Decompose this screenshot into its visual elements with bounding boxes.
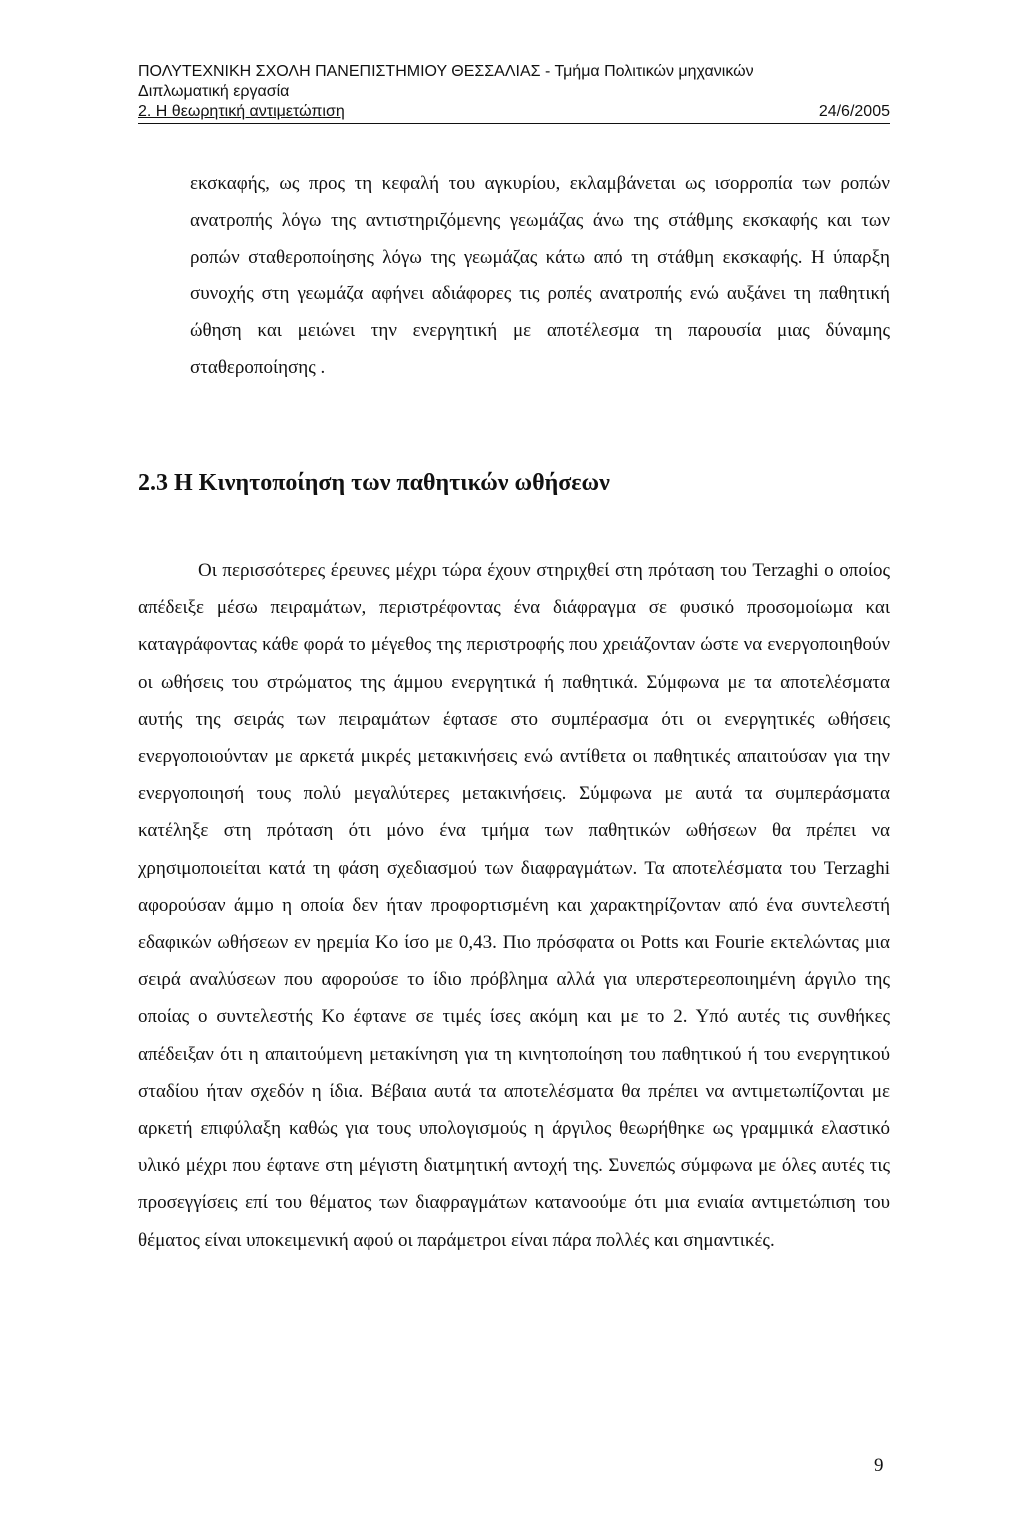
section-heading: 2.3 Η Κινητοποίηση των παθητικών ωθήσεων [138, 470, 610, 496]
header-chapter-line [138, 102, 890, 124]
page-number: 9 [874, 1455, 884, 1476]
page-header [138, 62, 890, 124]
header-institution: ΠΟΛΥΤΕΧΝΙΚΗ ΣΧΟΛΗ ΠΑΝΕΠΙΣΤΗΜΙΟΥ ΘΕΣΣΑΛΙΑΣ - Τμήμα Πολιτικών μηχανικών [138, 63, 754, 80]
paragraph-main: Οι περισσότερες έρευνες μέχρι τώρα έχουν στηριχθεί στη πρόταση του Terzaghi ο οποίος απέδειξε μέσω πειραμάτων, περιστρέφοντας ένα διάφραγμα σε φυσικό προσομοίωμα και καταγράφοντας κάθε φορά το μέγεθος της περιστροφής που χρειάζονταν ώστε να ενεργοποιηθούν οι ωθήσεις του στρώματος της άμμου ενεργητικά ή παθητικά. Σύμφωνα με τα αποτελέσματα αυτής της σειράς των πειραμάτων έφτασε στο συμπέρασμα ότι οι ενεργητικές ωθήσεις ενεργοποιούνταν με αρκετά μικρές μετακινήσεις ενώ αντίθετα οι παθητικές απαιτούσαν για την ενεργοποιησή τους πολύ μεγαλύτερες μετακινήσεις. Σύμφωνα με αυτά τα συμπεράσματα κατέληξε στη πρόταση ότι μόνο ένα τμήμα των παθητικών ωθήσεων θα πρέπει να χρησιμοποιείται κατά τη φάση σχεδιασμού των διαφραγμάτων. Τα αποτελέσματα του Terzaghi αφορούσαν άμμο η οποία δεν ήταν προφορτισμένη και χαρακτηρίζονταν από ένα συντελεστή εδαφικών ωθήσεων εν ηρεμία Κο ίσο με 0,43. Πιο πρόσφατα οι Potts και Fourie εκτελώντας μια σειρά αναλύσεων που αφορούσε το ίδιο πρόβλημα αλλά για υπερστερεοποιημένη άργιλο της οποίας ο συντελεστής Κο έφτανε σε τιμές ίσες ακόμη και με το 2. Υπό αυτές τις συνθήκες απέδειξαν ότι η απαιτούμενη μετακίνηση για τη κινητοποίηση του παθητικού ή του ενεργητικού σταδίου ήταν σχεδόν η ίδια. Βέβαια αυτά τα αποτελέσματα θα πρέπει να αντιμετωπίζονται με αρκετή επιφύλαξη καθώς για τους υπολογισμούς η άργιλος θεωρήθηκε ως γραμμικά ελαστικό υλικό μέχρι που έφτανε στη μέγιστη διατμητική αντοχή της. Συνεπώς σύμφωνα με όλες αυτές τις προσεγγίσεις επί του θέματος των διαφραγμάτων κατανοούμε ότι μια ενιαία αντιμετώπιση του θέματος είναι υποκειμενική αφού οι παράμετροι είναι πάρα πολλές και σημαντικές. [138, 560, 890, 1251]
paragraph-continued: εκσκαφής, ως προς τη κεφαλή του αγκυρίου, εκλαμβάνεται ως ισορροπία των ροπών ανατροπής λόγω της αντιστηριζόμενης γεωμάζας άνω της στάθμης εκσκαφής και των ροπών σταθεροποίησης λόγω της γεωμάζας κάτω από τη στάθμη εκσκαφής. Η ύπαρξη συνοχής στη γεωμάζα αφήνει αδιάφορες τις ροπές ανατροπής ενώ αυξάνει τη παθητική ώθηση και μειώνει την ενεργητική με αποτέλεσμα τη παρουσία μιας δύναμης σταθεροποίησης . [190, 173, 890, 378]
header-chapter: 2. Η θεωρητική αντιμετώπιση [138, 103, 345, 120]
header-document-type: Διπλωματική εργασία [138, 83, 290, 100]
header-date: 24/6/2005 [818, 103, 890, 120]
